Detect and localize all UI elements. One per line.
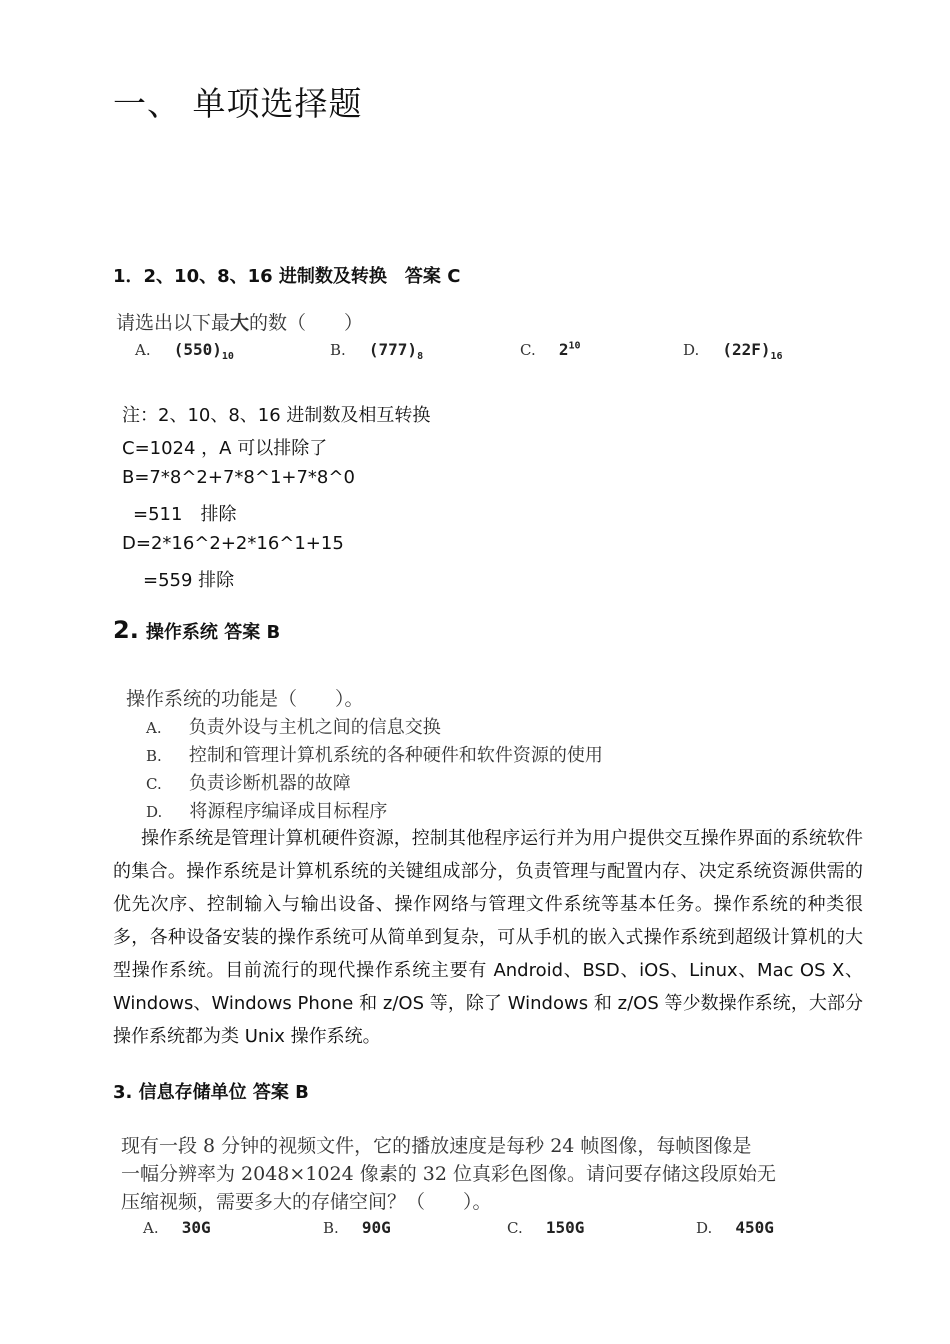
option-value bbox=[368, 340, 424, 363]
question-3-stem-line: 一幅分辨率为 2048×1024 像素的 32 位真彩色图像。请问要存储这段原始无 bbox=[121, 1163, 776, 1185]
option-value: 150G bbox=[545, 1218, 585, 1237]
option-letter: D. bbox=[683, 341, 700, 359]
question-2-explanation bbox=[113, 822, 863, 1053]
question-1-note-line: 注：2、10、8、16 进制数及相互转换 bbox=[122, 405, 431, 426]
question-3-heading: 3. 信息存储单位 答案 B bbox=[113, 1082, 309, 1103]
question-2-heading bbox=[113, 616, 280, 644]
option-letter: A. bbox=[135, 341, 151, 359]
option-text: 负责诊断机器的故障 bbox=[188, 773, 351, 794]
question-3-option-b bbox=[323, 1218, 391, 1237]
option-value-superscript: 10 bbox=[568, 340, 581, 352]
option-letter: B. bbox=[323, 1219, 339, 1237]
question-3-option-a bbox=[143, 1218, 211, 1237]
option-value-subscript: 10 bbox=[221, 351, 234, 363]
option-letter: D. bbox=[146, 803, 163, 821]
option-value: 450G bbox=[735, 1218, 774, 1237]
question-2-option-b bbox=[146, 741, 603, 767]
option-value-main: (22F) bbox=[722, 340, 771, 359]
question-2-explanation-text: 操作系统是管理计算机硬件资源，控制其他程序运行并为用户提供交互操作界面的系统软件的集合。操作系统是计算机系统的关键组成部分，负责管理与配置内存、决定系统资源供需的优先次序、控制输入与输出设备、操作网络与管理文件系统等基本任务。操作系统的种类很多，各种设备安装的操作系统可从简单到复杂，可从手机的嵌入式操作系统到超级计算机的大型操作系统。目前流行的现代操作系统主要有 Android、BSD、iOS、Linux、Mac OS X、Windows、Windows Phone 和 z/OS 等，除了 Windows 和 z/OS 等少数操作系统，大部分操作系统都为类 Unix 操作系统。 bbox=[113, 828, 863, 1047]
question-3-stem-line: 现有一段 8 分钟的视频文件，它的播放速度是每秒 24 帧图像，每帧图像是 bbox=[121, 1135, 752, 1157]
section-title: 一、 单项选择题 bbox=[113, 84, 363, 123]
question-1-option-a bbox=[135, 340, 234, 362]
option-value-main: 2 bbox=[558, 340, 569, 359]
question-2-stem: 操作系统的功能是（ ）。 bbox=[126, 688, 364, 710]
question-1-note-line: C=1024 ，A 可以排除了 bbox=[122, 438, 328, 459]
question-1-stem-bold: 大 bbox=[230, 312, 250, 334]
question-1-heading: 1．2、10、8、16 进制数及转换 答案 C bbox=[113, 266, 461, 287]
option-letter: A. bbox=[143, 1219, 159, 1237]
question-3-option-c bbox=[507, 1218, 584, 1237]
question-2-option-c bbox=[146, 769, 351, 795]
option-value bbox=[722, 340, 783, 363]
option-value: 30G bbox=[181, 1218, 211, 1237]
option-letter: B. bbox=[146, 747, 162, 765]
question-3-stem-line: 压缩视频，需要多大的存储空间？（ ）。 bbox=[121, 1191, 492, 1213]
question-2-option-d bbox=[146, 797, 387, 823]
option-value: 90G bbox=[361, 1218, 391, 1237]
option-text: 控制和管理计算机系统的各种硬件和软件资源的使用 bbox=[188, 745, 603, 766]
option-letter: C. bbox=[507, 1219, 523, 1237]
question-1-option-b bbox=[330, 340, 423, 362]
question-1-note-line: =511 排除 bbox=[133, 504, 237, 525]
question-2-option-a bbox=[146, 713, 441, 739]
question-1-stem-prefix: 请选出以下最 bbox=[116, 312, 231, 334]
option-letter: C. bbox=[146, 775, 162, 793]
option-letter: A. bbox=[146, 719, 162, 737]
option-text: 将源程序编译成目标程序 bbox=[189, 801, 388, 822]
option-letter: B. bbox=[330, 341, 346, 359]
option-value-main: (550) bbox=[173, 340, 222, 359]
option-value-subscript: 16 bbox=[770, 351, 783, 363]
option-value bbox=[173, 340, 234, 363]
question-1-note-line: =559 排除 bbox=[143, 570, 235, 591]
question-1-stem bbox=[116, 308, 363, 335]
question-2-title: 操作系统 答案 B bbox=[145, 622, 281, 643]
question-1-option-c bbox=[520, 340, 581, 359]
option-value-subscript: 8 bbox=[417, 351, 424, 363]
question-1-option-d bbox=[683, 340, 783, 362]
option-letter: D. bbox=[696, 1219, 713, 1237]
option-value-main: (777) bbox=[368, 340, 418, 359]
option-text: 负责外设与主机之间的信息交换 bbox=[188, 717, 441, 738]
question-3-option-d bbox=[696, 1218, 774, 1237]
question-1-note-line: D=2*16^2+2*16^1+15 bbox=[122, 533, 344, 554]
question-1-note-line: B=7*8^2+7*8^1+7*8^0 bbox=[122, 467, 355, 488]
option-letter: C. bbox=[520, 341, 536, 359]
question-1-stem-suffix: 的数（ ） bbox=[249, 312, 364, 334]
option-value bbox=[559, 340, 581, 359]
question-2-number: 2. bbox=[113, 616, 139, 644]
